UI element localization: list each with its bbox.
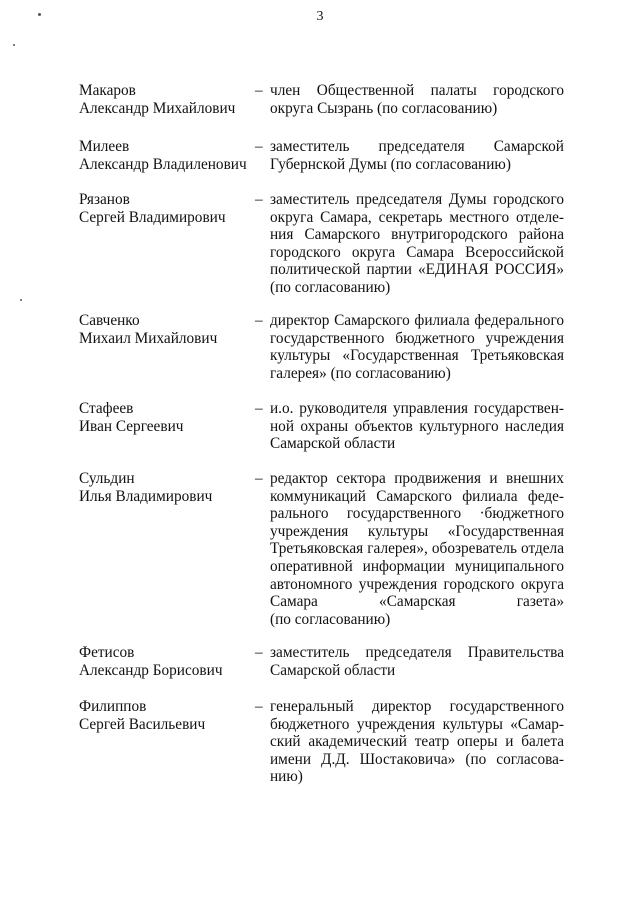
- position-line: Третьяковская галерея», обозреватель отдела: [270, 540, 564, 558]
- position-line: округа Самара, секретарь местного отделе-: [270, 208, 564, 226]
- member-given-names: Александр Владиленович: [79, 155, 247, 173]
- member-position: [270, 312, 564, 382]
- member-name: [79, 138, 259, 173]
- position-line: бюджетного учреждения культуры «Самар-: [270, 715, 564, 733]
- position-line: округа Сызрань (по согласованию): [270, 99, 498, 117]
- member-given-names: Сергей Владимирович: [79, 208, 226, 226]
- member-given-names: Сергей Васильевич: [79, 715, 206, 733]
- position-line: (по согласованию): [270, 278, 391, 296]
- position-line: культуры «Государственная Третьяковская: [270, 347, 564, 365]
- member-surname: Макаров: [79, 82, 136, 99]
- position-line: Губернской Думы (по согласованию): [270, 155, 511, 173]
- position-line: член Общественной палаты городского: [270, 82, 564, 99]
- member-position: [270, 644, 564, 679]
- position-line: ния Самарского внутригородского района: [270, 226, 564, 244]
- member-position: [270, 138, 564, 173]
- scan-speck: [20, 299, 22, 301]
- dash-separator: –: [255, 644, 263, 661]
- member-position: [270, 191, 564, 297]
- member-position: [270, 82, 564, 117]
- member-name: [79, 82, 259, 117]
- member-surname: Рязанов: [79, 191, 130, 208]
- position-line: автономного учреждения городского округа: [270, 575, 564, 593]
- member-name: [79, 400, 259, 435]
- position-line: учреждения культуры «Государственная: [270, 522, 564, 540]
- member-name: [79, 191, 259, 226]
- dash-separator: –: [255, 470, 263, 487]
- position-line: и.о. руководителя управления государствен-: [270, 400, 564, 417]
- dash-separator: –: [255, 400, 263, 417]
- position-line: ной охраны объектов культурного наследия: [270, 417, 564, 435]
- scan-speck: [38, 13, 41, 16]
- scan-speck: [13, 44, 15, 46]
- member-name: [79, 644, 259, 679]
- member-name: [79, 312, 259, 347]
- dash-separator: –: [255, 82, 263, 99]
- member-given-names: Александр Михайлович: [79, 99, 236, 117]
- position-line: Самара «Самарская газета»: [270, 593, 564, 611]
- position-line: заместитель председателя Самарской: [270, 138, 564, 155]
- position-line: нию): [270, 768, 303, 786]
- member-position: [270, 400, 564, 453]
- position-line: заместитель председателя Правительства: [270, 644, 564, 661]
- position-line: ский академический театр оперы и балета: [270, 733, 564, 751]
- member-given-names: Михаил Михайлович: [79, 329, 218, 347]
- position-line: генеральный директор государственного: [270, 698, 564, 715]
- position-line: Самарской области: [270, 435, 396, 453]
- dash-separator: –: [255, 191, 263, 208]
- member-surname: Филиппов: [79, 698, 147, 715]
- member-given-names: Иван Сергеевич: [79, 417, 184, 435]
- member-name: [79, 698, 259, 733]
- member-surname: Фетисов: [79, 644, 135, 661]
- member-surname: Сульдин: [79, 470, 135, 487]
- member-position: [270, 470, 564, 628]
- position-line: коммуникаций Самарского филиала феде-: [270, 487, 564, 505]
- position-line: городского округа Самара Всероссийской: [270, 243, 564, 261]
- member-given-names: Илья Владимирович: [79, 487, 213, 505]
- position-line: заместитель председателя Думы городского: [270, 191, 564, 208]
- position-line: имени Д.Д. Шостаковича» (по согласова-: [270, 750, 564, 768]
- member-surname: Милеев: [79, 138, 130, 155]
- member-given-names: Александр Борисович: [79, 661, 223, 679]
- position-line: директор Самарского филиала федерального: [270, 312, 564, 329]
- dash-separator: –: [255, 312, 263, 329]
- position-line: Самарской области: [270, 661, 396, 679]
- position-line: (по согласованию): [270, 610, 391, 628]
- dash-separator: –: [255, 138, 263, 155]
- position-line: государственного бюджетного учреждения: [270, 329, 564, 347]
- dash-separator: –: [255, 698, 263, 715]
- position-line: рального государственного ·бюджетного: [270, 505, 564, 523]
- position-line: политической партии «ЕДИНАЯ РОССИЯ»: [270, 261, 564, 279]
- page-number: 3: [316, 9, 324, 24]
- member-surname: Стафеев: [79, 400, 134, 417]
- member-name: [79, 470, 259, 505]
- position-line: оперативной информации муниципального: [270, 557, 564, 575]
- member-position: [270, 698, 564, 786]
- position-line: редактор сектора продвижения и внешних: [270, 470, 564, 487]
- position-line: галерея» (по согласованию): [270, 364, 451, 382]
- member-surname: Савченко: [79, 312, 140, 329]
